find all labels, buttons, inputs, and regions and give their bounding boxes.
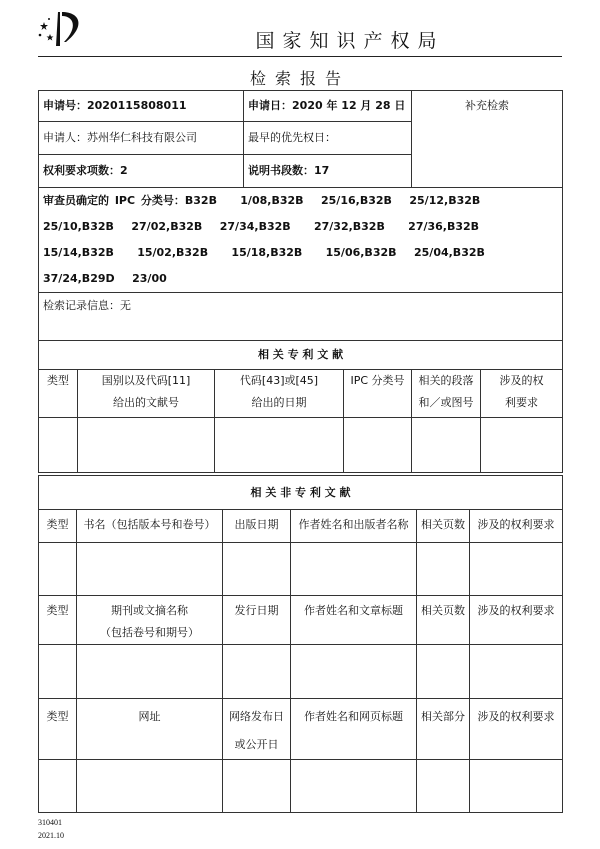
header-type: 类型 (39, 370, 78, 418)
header-paragraphs: 相关的段落 和／或图号 (412, 370, 481, 418)
books-header-type: 类型 (39, 510, 77, 543)
non-patent-docs-title: 相 关 非 专 利 文 献 (39, 476, 563, 510)
form-code: 310401 (38, 818, 62, 827)
books-header-pages: 相关页数 (417, 510, 470, 543)
books-header-author: 作者姓名和出版者名称 (291, 510, 417, 543)
form-version: 2021.10 (38, 831, 64, 840)
description-paragraphs: 说明书段数：17 (244, 155, 412, 188)
journals-header-date: 发行日期 (223, 596, 291, 645)
books-header-date: 出版日期 (223, 510, 291, 543)
organization-name: 国家知识产权局 (255, 30, 445, 52)
header-claims: 涉及的权 利要求 (481, 370, 563, 418)
application-number: 申请号：2020115808011 (39, 91, 244, 122)
application-date: 申请日：2020 年 12 月 28 日 (244, 91, 412, 122)
web-header-url: 网址 (77, 699, 223, 760)
table-row (39, 760, 563, 813)
journals-header-author: 作者姓名和文章标题 (291, 596, 417, 645)
web-header-date: 网络发布日 或公开日 (223, 699, 291, 760)
ipc-classification: 审查员确定的 IPC 分类号：B32B 1/08,B32B 25/16,B32B 25/12,B32B 25/10,B32B 27/02,B32B 27/34,B32B 27/32,B32B 27/36,B32B 15/14,B32B 15/02,B32B 15/18,B32B 15/06,B32B 25/04,B32B 37/24,B29D 23/00 (39, 188, 563, 293)
header-doc-number: 国别以及代码[11] 给出的文献号 (78, 370, 215, 418)
web-header-claims: 涉及的权利要求 (470, 699, 563, 760)
journals-header-claims: 涉及的权利要求 (470, 596, 563, 645)
header-ipc: IPC 分类号 (344, 370, 412, 418)
books-header-title: 书名（包括版本号和卷号） (77, 510, 223, 543)
earliest-priority-date: 最早的优先权日： (244, 122, 412, 155)
journals-header-title: 期刊或文摘名称 （包括卷号和期号） (77, 596, 223, 645)
report-title: 检索报告 (249, 69, 350, 88)
web-header-type: 类型 (39, 699, 77, 760)
non-patent-docs-table (38, 475, 563, 813)
header-divider (38, 56, 562, 57)
claims-count: 权利要求项数：2 (39, 155, 244, 188)
journals-header-type: 类型 (39, 596, 77, 645)
journals-header-pages: 相关页数 (417, 596, 470, 645)
search-report-table (38, 90, 563, 473)
table-row (39, 543, 563, 596)
header-date: 代码[43]或[45] 给出的日期 (215, 370, 344, 418)
applicant: 申请人：苏州华仁科技有限公司 (39, 122, 244, 155)
books-header-claims: 涉及的权利要求 (470, 510, 563, 543)
search-record-info: 检索记录信息：无 (39, 293, 563, 341)
web-header-section: 相关部分 (417, 699, 470, 760)
table-row (39, 418, 563, 473)
patent-docs-title: 相 关 专 利 文 献 (39, 341, 563, 370)
supplementary-search: 补充检索 (412, 91, 563, 188)
web-header-author: 作者姓名和网页标题 (291, 699, 417, 760)
table-row (39, 645, 563, 699)
